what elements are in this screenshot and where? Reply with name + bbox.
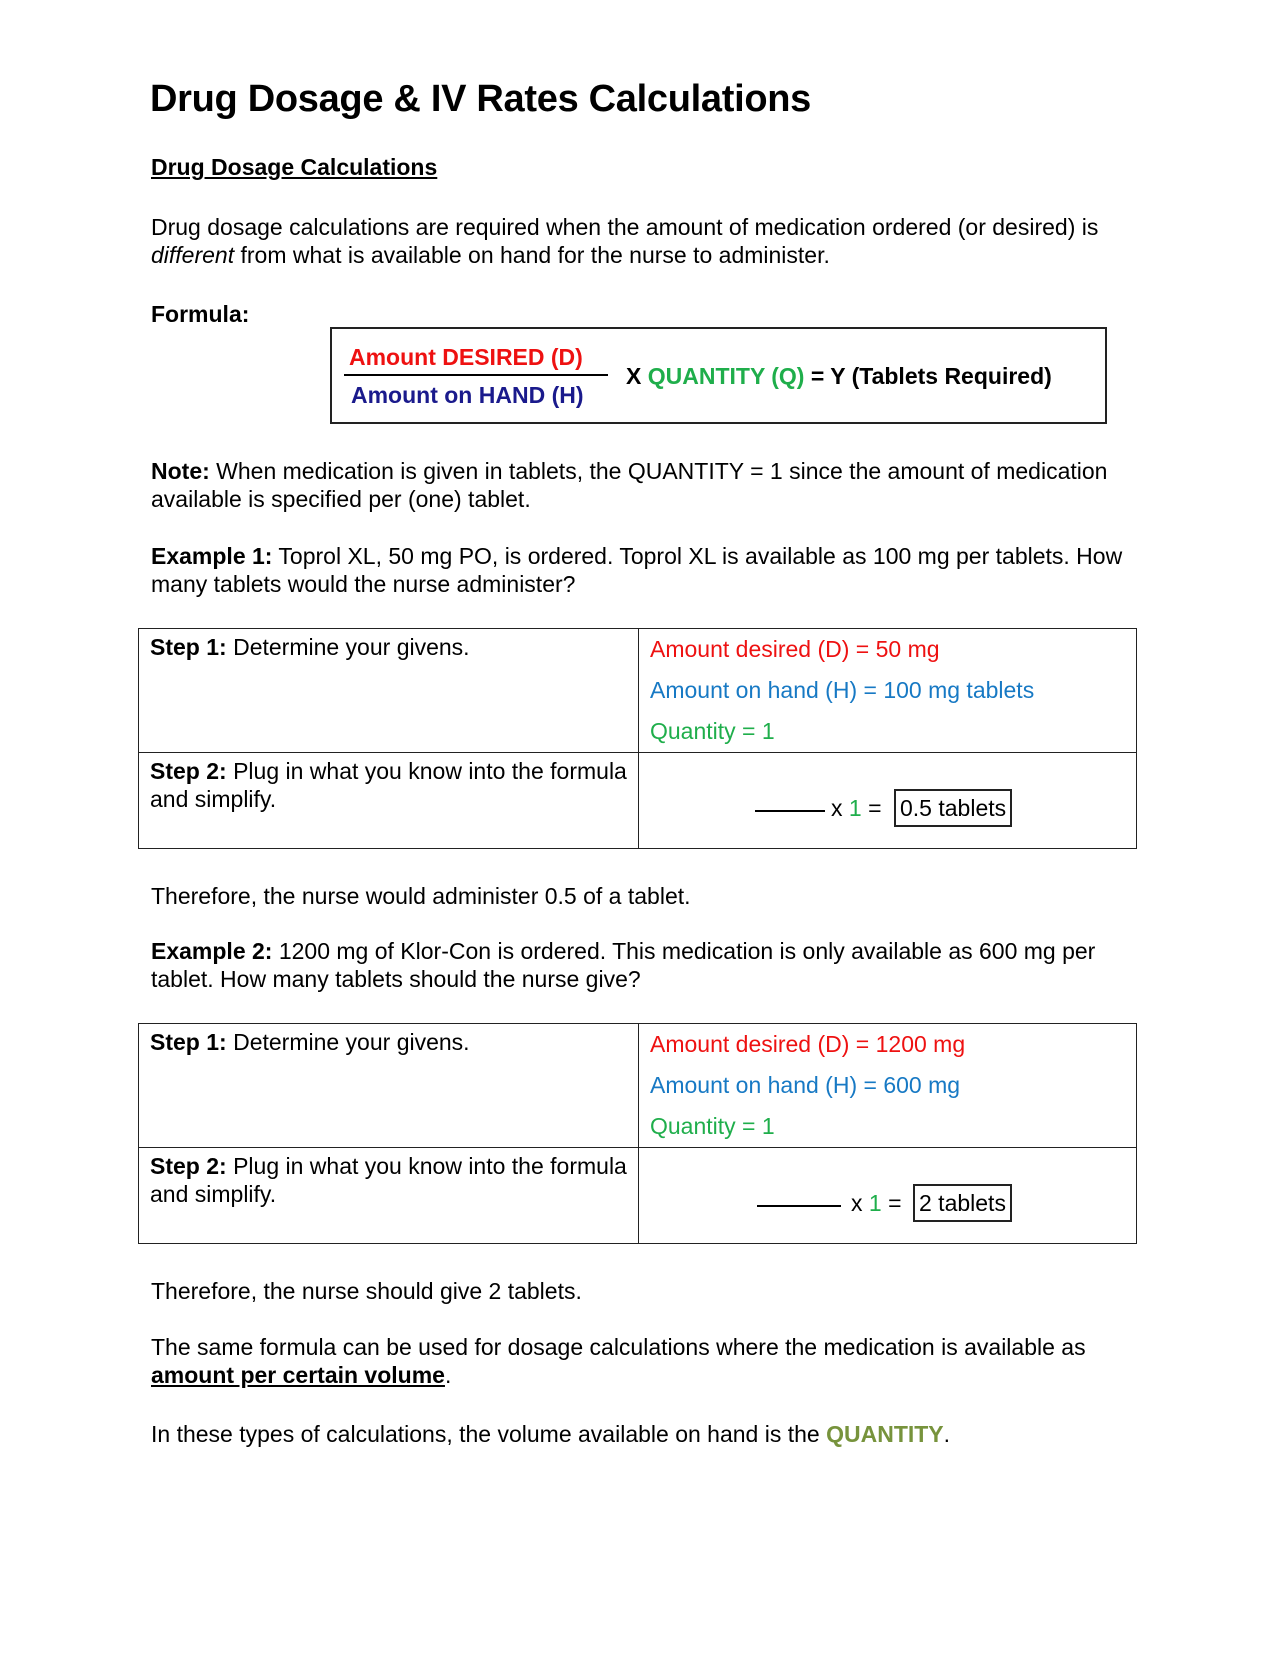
quantity-note-text-2: . <box>943 1421 951 1447</box>
example1-calc-cell <box>639 753 1137 849</box>
formula-numerator: Amount DESIRED (D) <box>349 344 583 370</box>
note-label: Note: <box>151 458 210 484</box>
example2-calc-fraction-line <box>757 1205 841 1207</box>
note-text: When medication is given in tablets, the QUANTITY = 1 since the amount of medication available is specified per (one) tablet. <box>151 458 1108 512</box>
intro-paragraph <box>151 213 1151 269</box>
volume-note-emphasis: amount per certain volume <box>151 1362 445 1388</box>
example2-calc-x: x <box>851 1190 869 1216</box>
page-title: Drug Dosage & IV Rates Calculations <box>150 78 811 120</box>
section-heading: Drug Dosage Calculations <box>151 154 438 180</box>
example1-calc-q: 1 <box>848 795 862 821</box>
example2-desired: Amount desired (D) = 1200 mg <box>650 1031 966 1057</box>
example1-desired: Amount desired (D) = 50 mg <box>650 636 940 662</box>
example2-calc-eq: = <box>881 1190 902 1216</box>
example2-on-hand: Amount on hand (H) = 600 mg <box>650 1072 961 1098</box>
formula-result: = Y (Tablets Required) <box>804 363 1052 389</box>
example2-text: 1200 mg of Klor-Con is ordered. This medication is only available as 600 mg per tablet. How many tablets should the nurse give? <box>151 938 1096 992</box>
quantity-note-emphasis: QUANTITY <box>826 1421 944 1447</box>
example1-givens-cell <box>639 629 1137 753</box>
example2-conclusion: Therefore, the nurse should give 2 tablets. <box>151 1278 582 1304</box>
example1-calc-fraction-line <box>755 810 825 812</box>
example1-calc-expression <box>831 795 882 822</box>
example1-calc-eq: = <box>861 795 882 821</box>
example2-answer-box: 2 tablets <box>913 1184 1012 1222</box>
example2-calc-cell <box>639 1148 1137 1244</box>
example1-on-hand: Amount on hand (H) = 100 mg tablets <box>650 677 1035 703</box>
quantity-note-paragraph <box>151 1420 1151 1448</box>
example1-label: Example 1: <box>151 543 273 569</box>
example2-givens-cell <box>639 1024 1137 1148</box>
example2-step1-text: Determine your givens. <box>226 1029 470 1055</box>
note-paragraph <box>151 457 1151 513</box>
example2-quantity: Quantity = 1 <box>650 1113 775 1139</box>
example2-calc-expression <box>851 1190 902 1217</box>
example1-paragraph <box>151 542 1151 598</box>
example2-table <box>138 1023 1137 1244</box>
volume-note-text-1: The same formula can be used for dosage calculations where the medication is available as <box>151 1334 1086 1360</box>
example2-step2-cell <box>139 1148 639 1244</box>
example1-step1-cell <box>139 629 639 753</box>
example1-step1-text: Determine your givens. <box>226 634 470 660</box>
quantity-note-text-1: In these types of calculations, the volume available on hand is the <box>151 1421 827 1447</box>
example2-paragraph <box>151 937 1151 993</box>
example2-step1-cell <box>139 1024 639 1148</box>
example1-text: Toprol XL, 50 mg PO, is ordered. Toprol XL is available as 100 mg per tablets. How many tablets would the nurse administer? <box>151 543 1123 597</box>
formula-rest <box>626 363 1052 390</box>
formula-denominator: Amount on HAND (H) <box>351 382 584 408</box>
example1-step2-cell <box>139 753 639 849</box>
volume-note-paragraph <box>151 1333 1151 1389</box>
example2-calc-q: 1 <box>868 1190 882 1216</box>
intro-emphasis: different <box>151 242 235 268</box>
example1-quantity: Quantity = 1 <box>650 718 775 744</box>
example1-table <box>138 628 1137 849</box>
example1-calc-x: x <box>831 795 849 821</box>
volume-note-text-2: . <box>444 1362 452 1388</box>
example2-label: Example 2: <box>151 938 273 964</box>
example1-answer-box: 0.5 tablets <box>894 789 1012 827</box>
example2-step2-label: Step 2: <box>150 1153 227 1179</box>
intro-text-1: Drug dosage calculations are required when the amount of medication ordered (or desired) is <box>151 214 1099 240</box>
formula-times: X <box>626 363 648 389</box>
formula-fraction-line <box>344 374 608 376</box>
example2-step2-text: Plug in what you know into the formula and simplify. <box>150 1153 627 1207</box>
example1-conclusion: Therefore, the nurse would administer 0.5 of a tablet. <box>151 883 691 909</box>
example1-step2-label: Step 2: <box>150 758 227 784</box>
example2-step1-label: Step 1: <box>150 1029 227 1055</box>
intro-text-2: from what is available on hand for the nurse to administer. <box>234 242 830 268</box>
formula-quantity: QUANTITY (Q) <box>647 363 805 389</box>
example1-step1-label: Step 1: <box>150 634 227 660</box>
example1-step2-text: Plug in what you know into the formula and simplify. <box>150 758 627 812</box>
formula-label: Formula: <box>151 301 250 327</box>
